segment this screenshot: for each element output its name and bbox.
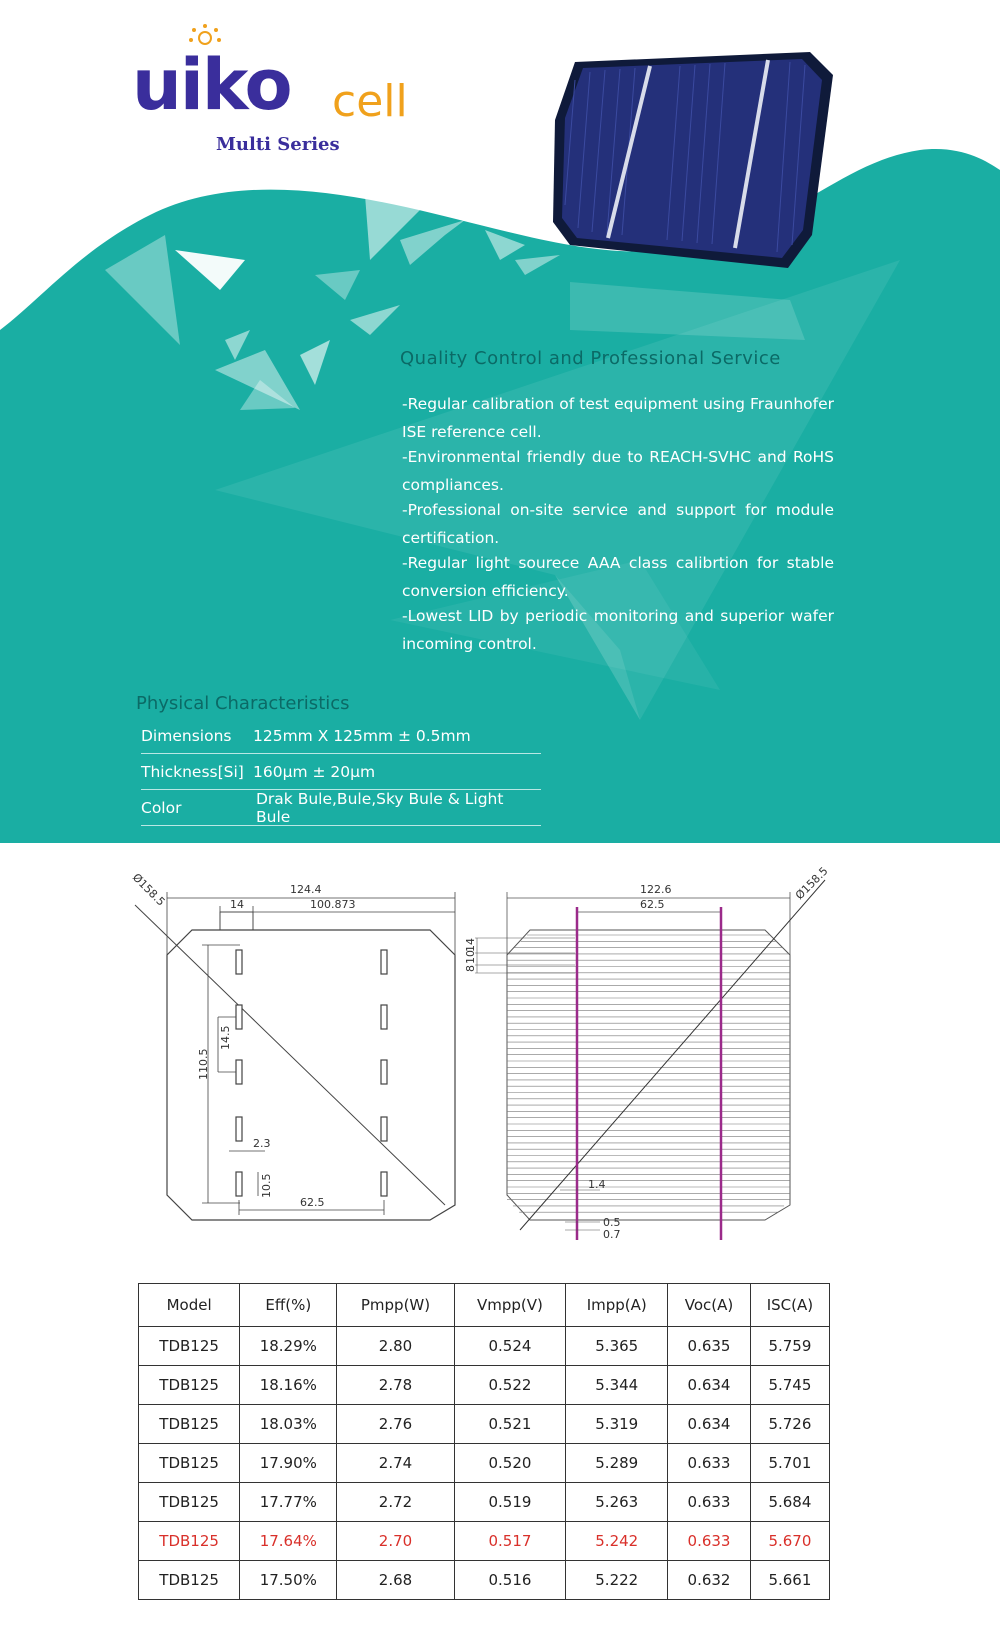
header-cell: ISC(A) bbox=[750, 1284, 829, 1327]
table-row bbox=[139, 1561, 830, 1600]
technical-drawings bbox=[0, 860, 1000, 1260]
physical-row bbox=[141, 718, 541, 754]
dim-busbar-dist: 62.5 bbox=[640, 898, 665, 911]
quality-list bbox=[402, 390, 834, 655]
dim-pad-width: 2.3 bbox=[253, 1137, 271, 1150]
table-cell: 0.521 bbox=[454, 1405, 566, 1444]
table-cell: 2.78 bbox=[337, 1366, 454, 1405]
table-cell: 0.517 bbox=[454, 1522, 566, 1561]
dim-finger-1: 0.5 bbox=[603, 1216, 621, 1229]
table-cell: 5.701 bbox=[750, 1444, 829, 1483]
logo-suffix: cell bbox=[332, 76, 408, 127]
quality-item: -Regular calibration of test equipment using Fraunhofer ISE reference cell. bbox=[402, 395, 834, 441]
table-cell: 0.635 bbox=[668, 1327, 751, 1366]
front-side-drawing bbox=[475, 880, 825, 1240]
table-cell: 18.16% bbox=[240, 1366, 337, 1405]
physical-value: Drak Bule,Bule,Sky Bule & Light Bule bbox=[256, 789, 504, 826]
physical-value: 160μm ± 20μm bbox=[253, 762, 376, 781]
table-cell: 5.661 bbox=[750, 1561, 829, 1600]
table-row bbox=[139, 1483, 830, 1522]
dim-diag: Ø158.5 bbox=[792, 864, 831, 903]
header-cell: Pmpp(W) bbox=[337, 1284, 454, 1327]
table-cell: TDB125 bbox=[139, 1522, 240, 1561]
table-cell: 0.634 bbox=[668, 1366, 751, 1405]
brand-logo bbox=[132, 30, 412, 160]
dim-10: 10 bbox=[464, 950, 477, 964]
physical-title: Physical Characteristics bbox=[136, 693, 350, 714]
header-cell: Voc(A) bbox=[668, 1284, 751, 1327]
dim-edge: 14 bbox=[230, 898, 244, 911]
dim-8: 8 bbox=[464, 965, 477, 972]
table-cell: 5.344 bbox=[566, 1366, 668, 1405]
physical-label: Dimensions bbox=[141, 726, 232, 745]
table-cell: 0.519 bbox=[454, 1483, 566, 1522]
table-cell: 0.633 bbox=[668, 1444, 751, 1483]
table-row bbox=[139, 1327, 830, 1366]
table-cell: 2.76 bbox=[337, 1405, 454, 1444]
table-row bbox=[139, 1522, 830, 1561]
header-cell: Vmpp(V) bbox=[454, 1284, 566, 1327]
table-cell: 17.90% bbox=[240, 1444, 337, 1483]
table-cell: 5.670 bbox=[750, 1522, 829, 1561]
table-row bbox=[139, 1405, 830, 1444]
table-row bbox=[139, 1444, 830, 1483]
table-cell: 18.03% bbox=[240, 1405, 337, 1444]
table-cell: 5.365 bbox=[566, 1327, 668, 1366]
table-header-row bbox=[139, 1284, 830, 1327]
header-cell: Model bbox=[139, 1284, 240, 1327]
table-cell: TDB125 bbox=[139, 1327, 240, 1366]
table-cell: TDB125 bbox=[139, 1483, 240, 1522]
table-cell: 17.64% bbox=[240, 1522, 337, 1561]
dim-busbar-width: 1.4 bbox=[588, 1178, 606, 1191]
table-cell: 18.29% bbox=[240, 1327, 337, 1366]
table-cell: 5.242 bbox=[566, 1522, 668, 1561]
back-side-drawing bbox=[135, 892, 455, 1220]
quality-item: -Regular light sourece AAA class calibrtion for stable conversion efficiency. bbox=[402, 554, 834, 600]
table-cell: 17.50% bbox=[240, 1561, 337, 1600]
table-cell: 0.522 bbox=[454, 1366, 566, 1405]
dim-diag: Ø158.5 bbox=[129, 870, 168, 909]
table-cell: 2.80 bbox=[337, 1327, 454, 1366]
table-cell: 2.72 bbox=[337, 1483, 454, 1522]
dim-pad-pitch: 14.5 bbox=[219, 1025, 232, 1050]
table-cell: 5.263 bbox=[566, 1483, 668, 1522]
table-cell: TDB125 bbox=[139, 1366, 240, 1405]
quality-item: -Lowest LID by periodic monitoring and superior wafer incoming control. bbox=[402, 607, 834, 653]
front-side-labels bbox=[464, 865, 831, 1241]
table-cell: 17.77% bbox=[240, 1483, 337, 1522]
header-cell: Eff(%) bbox=[240, 1284, 337, 1327]
table-cell: 2.70 bbox=[337, 1522, 454, 1561]
logo-word: uiko bbox=[132, 44, 291, 126]
table-cell: TDB125 bbox=[139, 1405, 240, 1444]
physical-row bbox=[141, 790, 541, 826]
spec-table bbox=[138, 1283, 830, 1600]
table-cell: TDB125 bbox=[139, 1444, 240, 1483]
dim-finger-2: 0.7 bbox=[603, 1228, 621, 1241]
table-cell: 0.633 bbox=[668, 1483, 751, 1522]
dim-height: 110.5 bbox=[197, 1048, 210, 1080]
table-cell: 5.759 bbox=[750, 1327, 829, 1366]
table-cell: 0.520 bbox=[454, 1444, 566, 1483]
table-cell: 2.74 bbox=[337, 1444, 454, 1483]
quality-item: -Professional on-site service and support for module certification. bbox=[402, 501, 834, 547]
table-body bbox=[139, 1327, 830, 1600]
physical-label: Thickness[Si] bbox=[141, 762, 244, 781]
table-cell: 5.684 bbox=[750, 1483, 829, 1522]
table-cell: 0.633 bbox=[668, 1522, 751, 1561]
dim-busbar-span: 100.873 bbox=[310, 898, 356, 911]
table-cell: 0.516 bbox=[454, 1561, 566, 1600]
quality-item: -Environmental friendly due to REACH-SVHC and RoHS compliances. bbox=[402, 448, 834, 494]
physical-table bbox=[141, 718, 541, 826]
table-cell: 0.632 bbox=[668, 1561, 751, 1600]
table-cell: 0.524 bbox=[454, 1327, 566, 1366]
table-cell: 0.634 bbox=[668, 1405, 751, 1444]
dim-pad-height: 10.5 bbox=[260, 1173, 273, 1198]
physical-label: Color bbox=[141, 798, 182, 817]
physical-value: 125mm X 125mm ± 0.5mm bbox=[253, 726, 471, 745]
header-cell: Impp(A) bbox=[566, 1284, 668, 1327]
table-cell: 2.68 bbox=[337, 1561, 454, 1600]
physical-row bbox=[141, 754, 541, 790]
table-cell: 5.726 bbox=[750, 1405, 829, 1444]
quality-title: Quality Control and Professional Service bbox=[400, 348, 781, 369]
table-cell: 5.289 bbox=[566, 1444, 668, 1483]
dim-busbar-dist: 62.5 bbox=[300, 1196, 325, 1209]
dim-14: 14 bbox=[464, 938, 477, 952]
logo-subtitle: Multi Series bbox=[216, 134, 340, 155]
table-cell: TDB125 bbox=[139, 1561, 240, 1600]
table-row bbox=[139, 1366, 830, 1405]
table-cell: 5.319 bbox=[566, 1405, 668, 1444]
table-cell: 5.745 bbox=[750, 1366, 829, 1405]
back-side-labels bbox=[130, 871, 356, 1209]
dim-width: 124.4 bbox=[290, 883, 322, 896]
dim-width: 122.6 bbox=[640, 883, 672, 896]
table-cell: 5.222 bbox=[566, 1561, 668, 1600]
